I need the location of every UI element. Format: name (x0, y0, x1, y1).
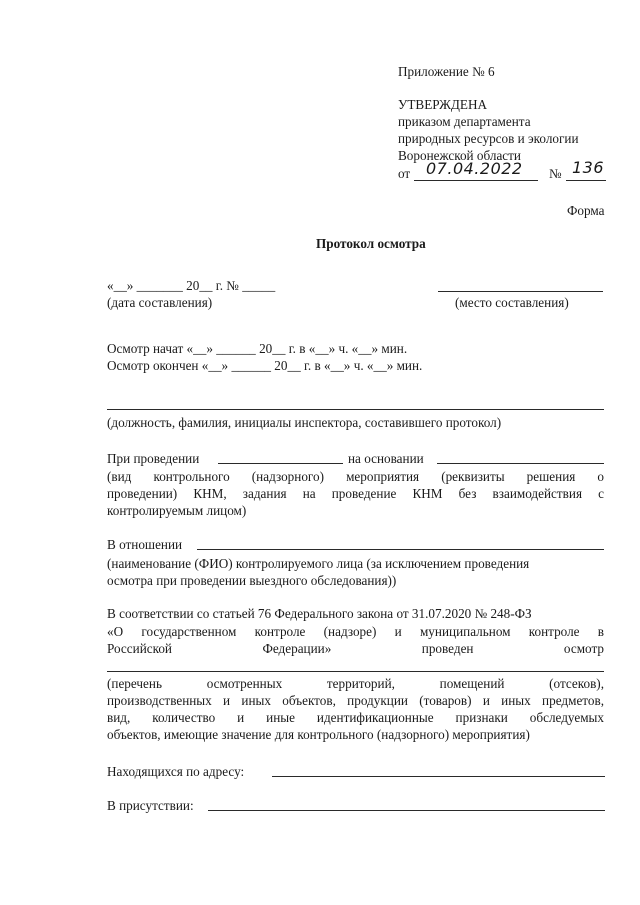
order-line-1: приказом департамента (398, 114, 531, 129)
approval-date-handwritten: 07.04.2022 (426, 159, 523, 178)
address-underline (272, 776, 605, 777)
approved-label: УТВЕРЖДЕНА (398, 97, 488, 112)
number-underline (566, 180, 606, 181)
order-line-3: Воронежской области (398, 148, 521, 163)
inspector-caption: (должность, фамилия, инициалы инспектора, составившего протокол) (107, 415, 502, 430)
approval-number-handwritten: 136 (572, 158, 605, 177)
conduct-caption-line-1: (вид контрольного (надзорного) мероприятия (реквизиты решения о (107, 469, 604, 484)
regarding-underline (197, 549, 604, 550)
objects-underline (107, 671, 604, 672)
inspection-end: Осмотр окончен «__» ______ 20__ г. в «__» ч. «__» мин. (107, 358, 423, 373)
appendix-number: Приложение № 6 (398, 64, 495, 79)
inspection-start: Осмотр начат «__» ______ 20__ г. в «__» ч. «__» мин. (107, 341, 408, 356)
law-line-3: Российской Федерации» проведен осмотр (107, 641, 604, 656)
number-label: № (549, 166, 562, 181)
place-underline (438, 291, 603, 292)
inspector-underline (107, 409, 604, 410)
date-caption: (дата составления) (107, 295, 213, 310)
conduct-caption-line-3: контролируемым лицом) (107, 503, 247, 518)
objects-caption-line-1: (перечень осмотренных территорий, помещений (отсеков), (107, 676, 604, 691)
document-title: Протокол осмотра (316, 236, 426, 251)
regarding-caption-line-2: осмотра при проведении выездного обследования)) (107, 573, 397, 588)
order-line-2: природных ресурсов и экологии (398, 131, 579, 146)
conduct-basis-underline (437, 463, 604, 464)
objects-caption-line-3: вид, количество и иные идентификационные признаки обследуемых (107, 710, 604, 725)
conduct-caption-line-2: проведении) КНМ, задания на проведение КНМ без взаимодействия с (107, 486, 604, 501)
presence-label: В присутствии: (107, 798, 194, 813)
place-caption: (место составления) (455, 295, 569, 310)
objects-caption-line-2: производственных и иных объектов, продукции (товаров) и иных предметов, (107, 693, 604, 708)
regarding-caption-line-1: (наименование (ФИО) контролируемого лица (за исключением проведения (107, 556, 530, 571)
from-label: от (398, 166, 411, 181)
conduct-type-underline (218, 463, 343, 464)
conduct-basis-label: на основании (348, 451, 424, 466)
presence-underline (208, 810, 605, 811)
law-line-1: В соответствии со статьей 76 Федерального закона от 31.07.2020 № 248-ФЗ (107, 606, 532, 621)
objects-caption-line-4: объектов, имеющие значение для контрольного (надзорного) мероприятия) (107, 727, 530, 742)
regarding-label: В отношении (107, 537, 183, 552)
date-number-template: «__» _______ 20__ г. № _____ (107, 278, 276, 293)
address-label: Находящихся по адресу: (107, 764, 245, 779)
date-underline (414, 180, 538, 181)
conduct-prefix: При проведении (107, 451, 200, 466)
law-line-2: «О государственном контроле (надзоре) и муниципальном контроле в (107, 624, 604, 639)
form-label: Форма (567, 203, 605, 218)
